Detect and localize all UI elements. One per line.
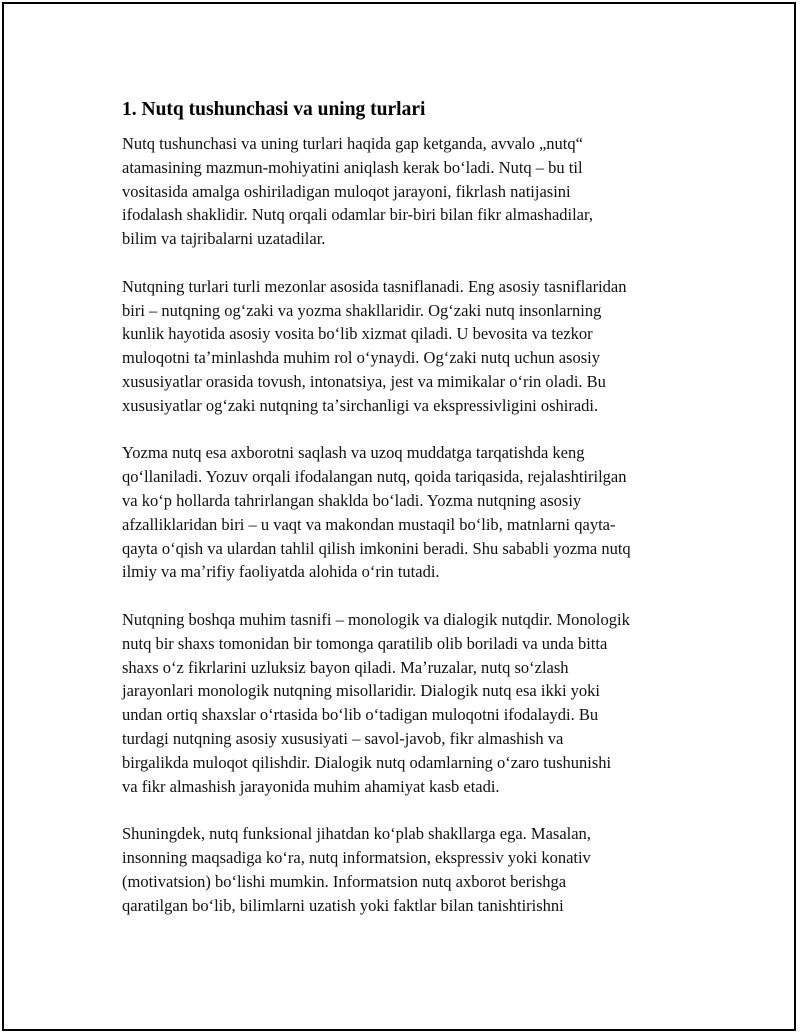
paragraph-line: undan ortiq shaxslar oʻrtasida boʻlib oʻtadigan muloqotni ifodalaydi. Bu <box>122 705 599 725</box>
paragraph-line: xususiyatlar orasida tovush, intonatsiya, jest va mimikalar oʻrin oladi. Bu <box>122 371 606 391</box>
paragraph-line: birgalikda muloqot qilishdir. Dialogik nutq odamlarning oʻzaro tushunishi <box>122 752 612 772</box>
paragraph-line: qoʻllaniladi. Yozuv orqali ifodalangan nutq, qoida tariqasida, rejalashtirilgan <box>122 467 627 487</box>
paragraph-4 <box>122 608 692 798</box>
paragraph-line: atamasining mazmun-mohiyatini aniqlash kerak boʻladi. Nutq – bu til <box>122 157 583 177</box>
paragraph-2 <box>122 275 692 418</box>
paragraph-line: vositasida amalga oshiriladigan muloqot jarayoni, fikrlash natijasini <box>122 181 571 201</box>
paragraph-line: qaratilgan boʻlib, bilimlarni uzatish yoki faktlar bilan tanishtirishni <box>122 895 564 915</box>
paragraph-line: nutq bir shaxs tomonidan bir tomonga qaratilib olib boriladi va unda bitta <box>122 633 608 653</box>
paragraph-line: Yozma nutq esa axborotni saqlash va uzoq muddatga tarqatishda keng <box>122 443 585 463</box>
paragraph-line: Nutqning boshqa muhim tasnifi – monologik va dialogik nutqdir. Monologik <box>122 609 630 629</box>
paragraph-line: jarayonlari monologik nutqning misollaridir. Dialogik nutq esa ikki yoki <box>122 681 600 701</box>
section-heading: 1. Nutq tushunchasi va uning turlari <box>122 99 426 120</box>
document-body <box>122 98 692 941</box>
paragraph-5 <box>122 822 692 917</box>
paragraph-line: afzalliklaridan biri – u vaqt va makondan mustaqil boʻlib, matnlarni qayta- <box>122 514 616 534</box>
paragraph-line: Nutqning turlari turli mezonlar asosida tasniflanadi. Eng asosiy tasniflaridan <box>122 276 627 296</box>
paragraph-line: Nutq tushunchasi va uning turlari haqida gap ketganda, avvalo „nutq“ <box>122 134 583 153</box>
paragraph-3 <box>122 441 692 584</box>
paragraph-line: shaxs oʻz fikrlarini uzluksiz bayon qiladi. Maʼruzalar, nutq soʻzlash <box>122 657 569 677</box>
paragraph-line: turdagi nutqning asosiy xususiyati – savol-javob, fikr almashish va <box>122 728 564 748</box>
paragraph-line: va koʻp hollarda tahrirlangan shaklda boʻladi. Yozma nutqning asosiy <box>122 490 582 510</box>
paragraph-line: Shuningdek, nutq funksional jihatdan koʻplab shakllarga ega. Masalan, <box>122 824 591 844</box>
paragraph-line: qayta oʻqish va ulardan tahlil qilish imkonini beradi. Shu sababli yozma nutq <box>122 538 631 558</box>
paragraph-line: muloqotni taʼminlashda muhim rol oʻynaydi. Ogʻzaki nutq uchun asosiy <box>122 348 600 368</box>
paragraph-line: ilmiy va maʼrifiy faoliyatda alohida oʻrin tutadi. <box>122 562 440 582</box>
paragraph-line: xususiyatlar ogʻzaki nutqning taʼsirchanligi va ekspressivligini oshiradi. <box>122 395 599 415</box>
paragraph-line: insonning maqsadiga koʻra, nutq informatsion, ekspressiv yoki konativ <box>122 847 591 867</box>
paragraph-line: kunlik hayotida asosiy vosita boʻlib xizmat qiladi. U bevosita va tezkor <box>122 324 593 344</box>
paragraph-line: biri – nutqning ogʻzaki va yozma shakllaridir. Ogʻzaki nutq insonlarning <box>122 300 602 320</box>
paragraph-line: va fikr almashish jarayonida muhim ahamiyat kasb etadi. <box>122 776 500 796</box>
paragraph-line: (motivatsion) boʻlishi mumkin. Informatsion nutq axborot berishga <box>122 871 567 891</box>
page-frame <box>2 2 796 1031</box>
paragraph-line: ifodalash shaklidir. Nutq orqali odamlar bir-biri bilan fikr almashadilar, <box>122 205 593 225</box>
paragraph-line: bilim va tajribalarni uzatadilar. <box>122 229 326 249</box>
paragraph-1 <box>122 132 692 251</box>
